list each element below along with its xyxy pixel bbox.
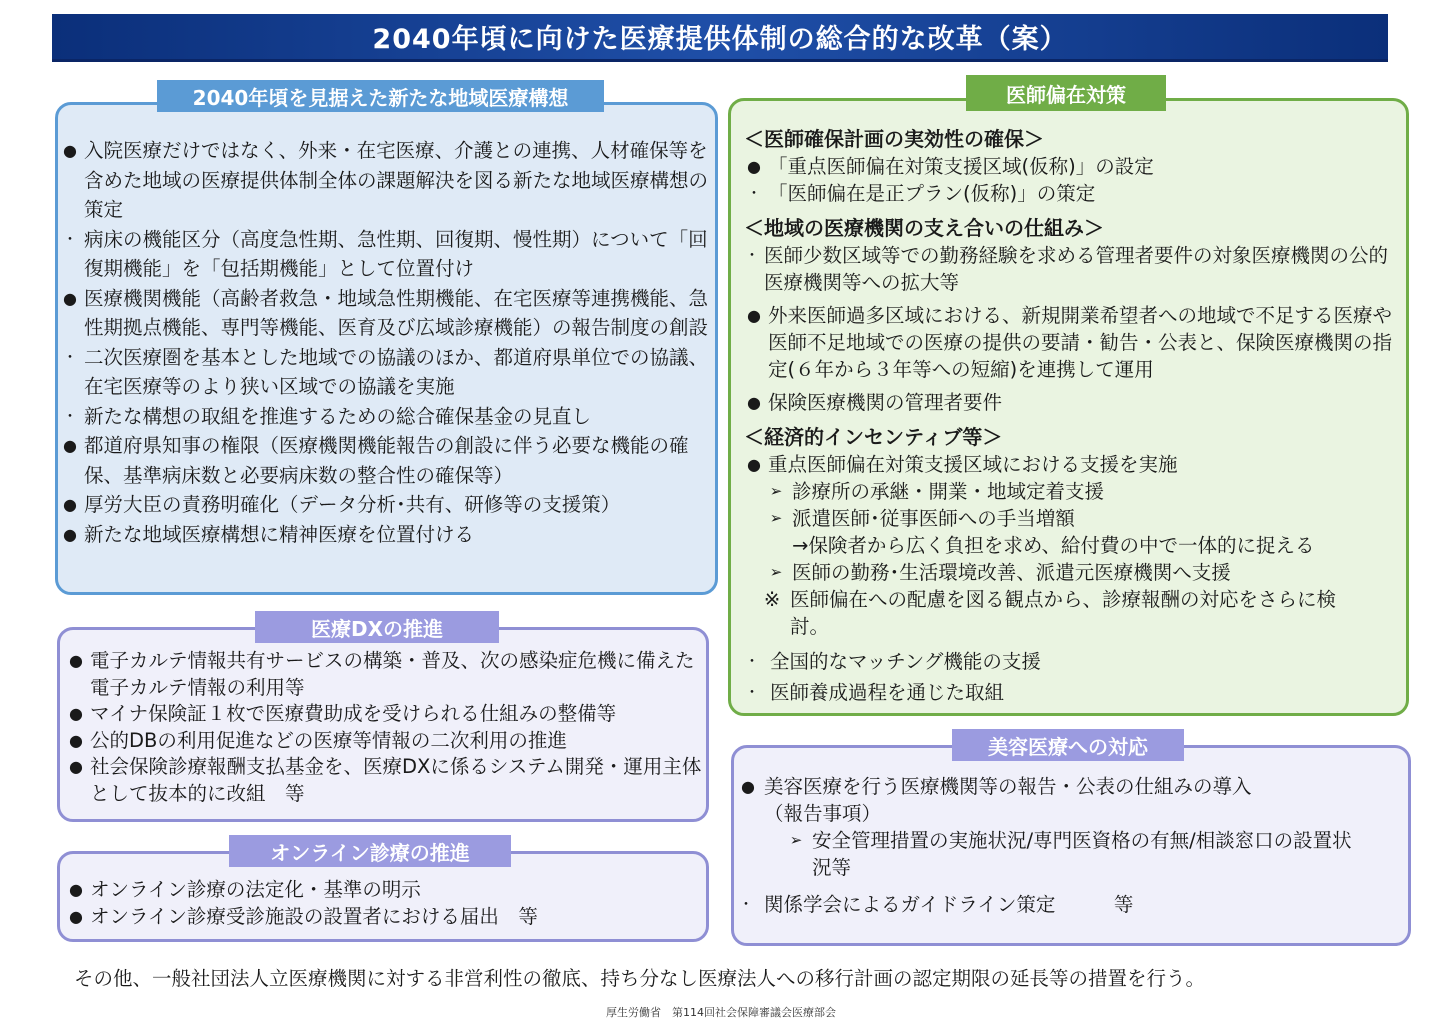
footer-note: その他、一般社団法人立医療機関に対する非営利性の徹底、持ち分なし医療法人への移行計画の認定期限の延長等の措置を行う。 [74, 967, 1206, 990]
list-item: ● 外来医師過多区域における、新規開業希望者への地域で不足する医療や医師不足地域での医療の提供の要請・勧告・公表と、保険医療機関の指定(６年から３年等への短縮)を連携して運用 [744, 302, 1404, 383]
arrow-bullet-icon: ➢ [769, 482, 783, 500]
bullet-icon: ● [63, 141, 77, 160]
medical-dx-list [66, 648, 702, 807]
regional-vision-tag: 2040年頃を見据えた新たな地域医療構想 [157, 80, 604, 112]
sub-list-item: ➢ 安全管理措置の実施状況/専門医資格の有無/相談窓口の設置状況等 [738, 827, 1398, 881]
sub-list-item: ➢ 医師の勤務･生活環境改善、派遣元医療機関へ支援 [744, 559, 1404, 586]
list-item: ・ 「医師偏在是正プラン(仮称)」の策定 [744, 180, 1404, 207]
sub-list-item: ➢ 派遣医師･従事医師への手当増額 [744, 505, 1404, 532]
bullet-icon: ● [69, 880, 83, 899]
page-title: 2040年頃に向けた医療提供体制の総合的な改革（案） [372, 24, 1068, 55]
list-item: ● 社会保険診療報酬支払基金を、医療DXに係るシステム開発・運用主体として抜本的に改組 等 [66, 754, 702, 807]
bullet-icon: ● [747, 455, 761, 474]
list-item: ● 都道府県知事の権限（医療機関機能報告の創設に伴う必要な機能の確保、基準病床数と必要病床数の整合性の確保等） [62, 431, 712, 490]
list-item: ● マイナ保険証１枚で医療費助成を受けられる仕組みの整備等 [66, 701, 702, 728]
list-item: ・ 病床の機能区分（高度急性期、急性期、回復期、慢性期）について「回復期機能」を「包括期機能」として位置付け [62, 225, 712, 284]
middle-dot-icon: ・ [62, 406, 78, 425]
arrow-bullet-icon: ➢ [769, 563, 783, 581]
middle-dot-icon: ・ [738, 895, 754, 913]
source-note: 厚生労働省 第114回社会保障審議会医療部会 [606, 1006, 836, 1019]
doctor-distribution-tag: 医師偏在対策 [966, 75, 1166, 111]
cosmetic-medicine-list [738, 773, 1398, 918]
list-item: ・ 医師少数区域等での勤務経験を求める管理者要件の対象医療機関の公的医療機関等への拡大等 [744, 242, 1404, 296]
doctor-distribution-list [744, 126, 1404, 706]
regional-vision-list [62, 136, 712, 549]
middle-dot-icon: ・ [744, 246, 760, 264]
middle-dot-icon: ・ [62, 347, 78, 366]
list-item: ・ 関係学会によるガイドライン策定 等 [738, 891, 1398, 918]
middle-dot-icon: ・ [746, 184, 762, 202]
section-heading: ＜経済的インセンティブ等＞ [744, 425, 1003, 449]
bullet-icon: ● [747, 306, 761, 325]
list-item: ● オンライン診療の法定化・基準の明示 [66, 876, 702, 903]
list-item: ● 入院医療だけではなく、外来・在宅医療、介護との連携、人材確保等を含めた地域の医療提供体制全体の課題解決を図る新たな地域医療構想の策定 [62, 136, 712, 225]
online-consultation-list [66, 876, 702, 930]
cosmetic-medicine-tag: 美容医療への対応 [952, 729, 1184, 761]
middle-dot-icon: ・ [744, 683, 760, 701]
bullet-icon: ● [69, 730, 83, 750]
list-item: ・ 医師養成過程を通じた取組 [744, 679, 1404, 706]
bullet-icon: ● [63, 288, 77, 308]
medical-dx-tag: 医療DXの推進 [255, 611, 499, 643]
section-heading: ＜地域の医療機関の支え合いの仕組み＞ [744, 216, 1104, 240]
bullet-icon: ● [63, 436, 77, 455]
list-item: ・ 二次医療圏を基本とした地域での協議のほか、都道府県単位での協議、在宅医療等のより狭い区域での協議を実施 [62, 343, 712, 402]
bullet-icon: ● [63, 524, 77, 544]
section-heading: ＜医師確保計画の実効性の確保＞ [744, 127, 1044, 151]
bullet-icon: ● [747, 157, 761, 176]
list-item: ● 医療機関機能（高齢者救急・地域急性期機能、在宅医療等連携機能、急性期拠点機能、専門等機能、医育及び広域診療機能）の報告制度の創設 [62, 284, 712, 343]
bullet-icon: ● [747, 393, 761, 412]
page-title-bar [52, 14, 1388, 62]
sub-list-item: ➢ 診療所の承継・開業・地域定着支援 [744, 478, 1404, 505]
list-item: ● 「重点医師偏在対策支援区域(仮称)」の設定 [744, 153, 1404, 180]
bullet-icon: ● [69, 651, 83, 670]
middle-dot-icon: ・ [62, 229, 78, 248]
bullet-icon: ● [69, 704, 83, 723]
list-item: ● 公的DBの利用促進などの医療等情報の二次利用の推進 [66, 728, 702, 755]
bullet-icon: ● [63, 495, 77, 514]
list-item: ● 電子カルテ情報共有サービスの構築・普及、次の感染症危機に備えた電子カルテ情報の利用等 [66, 648, 702, 701]
list-item: ・ 新たな構想の取組を推進するための総合確保基金の見直し [62, 402, 712, 432]
middle-dot-icon: ・ [744, 652, 760, 670]
online-consultation-tag: オンライン診療の推進 [229, 835, 511, 867]
arrow-bullet-icon: ➢ [789, 831, 803, 849]
list-item: ● 新たな地域医療構想に精神医療を位置付ける [62, 520, 712, 550]
list-item: ● 保険医療機関の管理者要件 [744, 389, 1404, 416]
list-item: ● 厚労大臣の責務明確化（データ分析･共有、研修等の支援策） [62, 490, 712, 520]
sub-list-item-continuation: →保険者から広く負担を求め、給付費の中で一体的に捉える [792, 534, 1315, 557]
reference-mark: ※ [763, 588, 781, 611]
bullet-icon: ● [69, 757, 83, 776]
list-item: ● 美容医療を行う医療機関等の報告・公表の仕組みの導入 [738, 773, 1398, 800]
list-item: ● 重点医師偏在対策支援区域における支援を実施 [744, 451, 1404, 478]
list-item-continuation: （報告事項） [764, 802, 882, 825]
bullet-icon: ● [741, 777, 755, 796]
bullet-icon: ● [69, 907, 83, 926]
note-item: ※ 医師偏在への配慮を図る観点から、診療報酬の対応をさらに検討。 [744, 586, 1404, 640]
list-item: ● オンライン診療受診施設の設置者における届出 等 [66, 903, 702, 930]
arrow-bullet-icon: ➢ [769, 509, 783, 527]
list-item: ・ 全国的なマッチング機能の支援 [744, 648, 1404, 675]
